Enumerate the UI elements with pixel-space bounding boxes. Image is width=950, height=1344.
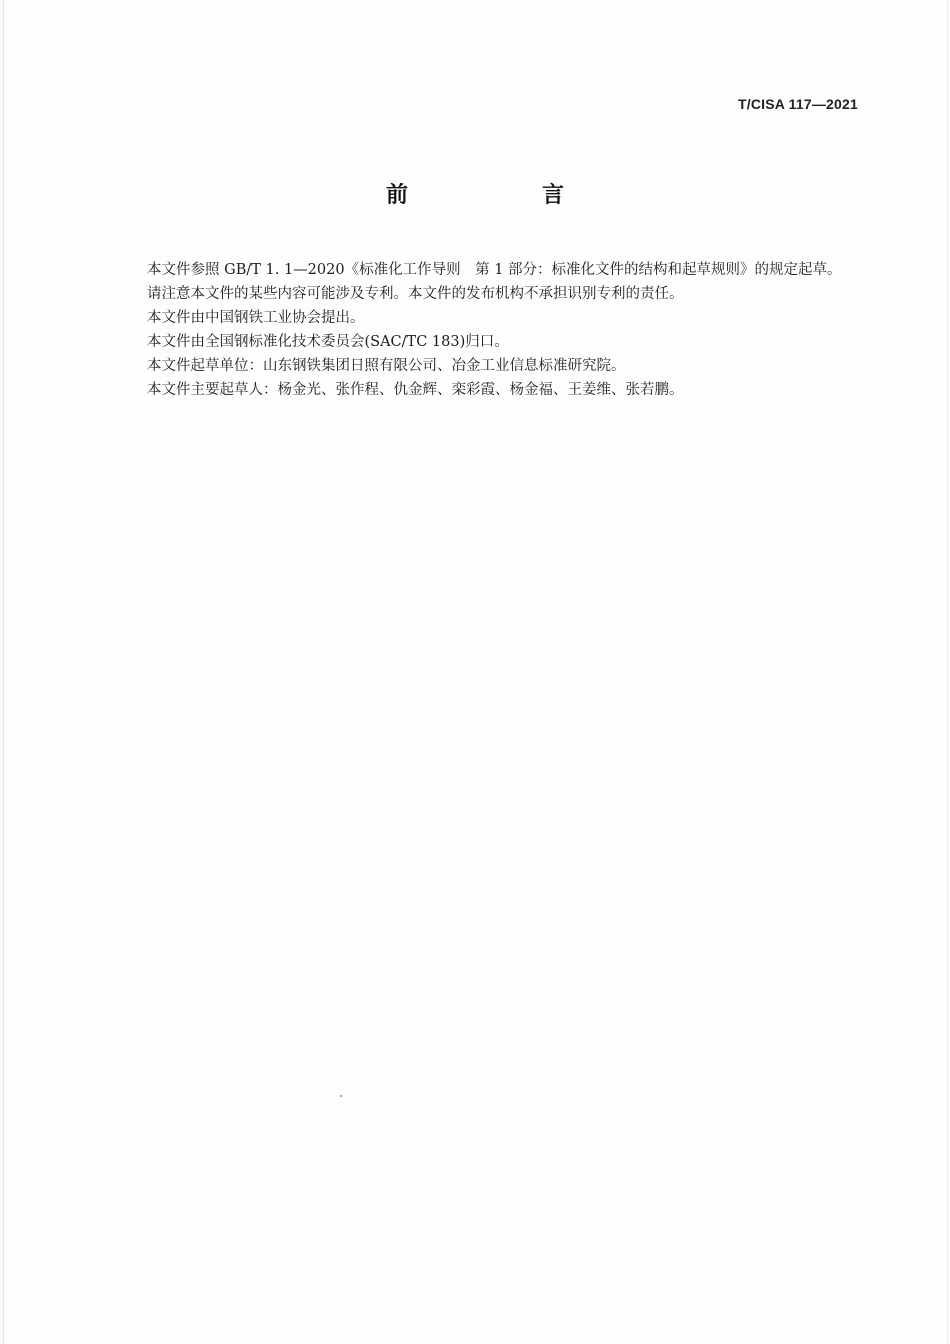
- foreword-title: 前 言: [385, 183, 620, 208]
- paragraph-drafting-units: 本文件起草单位：山东钢铁集团日照有限公司、冶金工业信息标准研究院。: [147, 358, 626, 374]
- scan-speck: [340, 1095, 342, 1097]
- document-code: T/CISA 117—2021: [738, 96, 858, 112]
- paragraph-drafters: 本文件主要起草人：杨金光、张作程、仇金辉、栾彩霞、杨金福、王姜维、张若鹏。: [147, 382, 684, 398]
- paragraph-proposer: 本文件由中国钢铁工业协会提出。: [147, 310, 365, 326]
- paragraph-patent-notice: 请注意本文件的某些内容可能涉及专利。本文件的发布机构不承担识别专利的责任。: [147, 286, 684, 302]
- foreword-body: [115, 258, 860, 402]
- paragraph-reference-standard: 本文件参照 GB/T 1. 1—2020《标准化工作导则 第 1 部分：标准化文件的结构和起草规则》的规定起草。: [147, 262, 842, 278]
- paragraph-committee: 本文件由全国钢标准化技术委员会(SAC/TC 183)归口。: [147, 334, 509, 350]
